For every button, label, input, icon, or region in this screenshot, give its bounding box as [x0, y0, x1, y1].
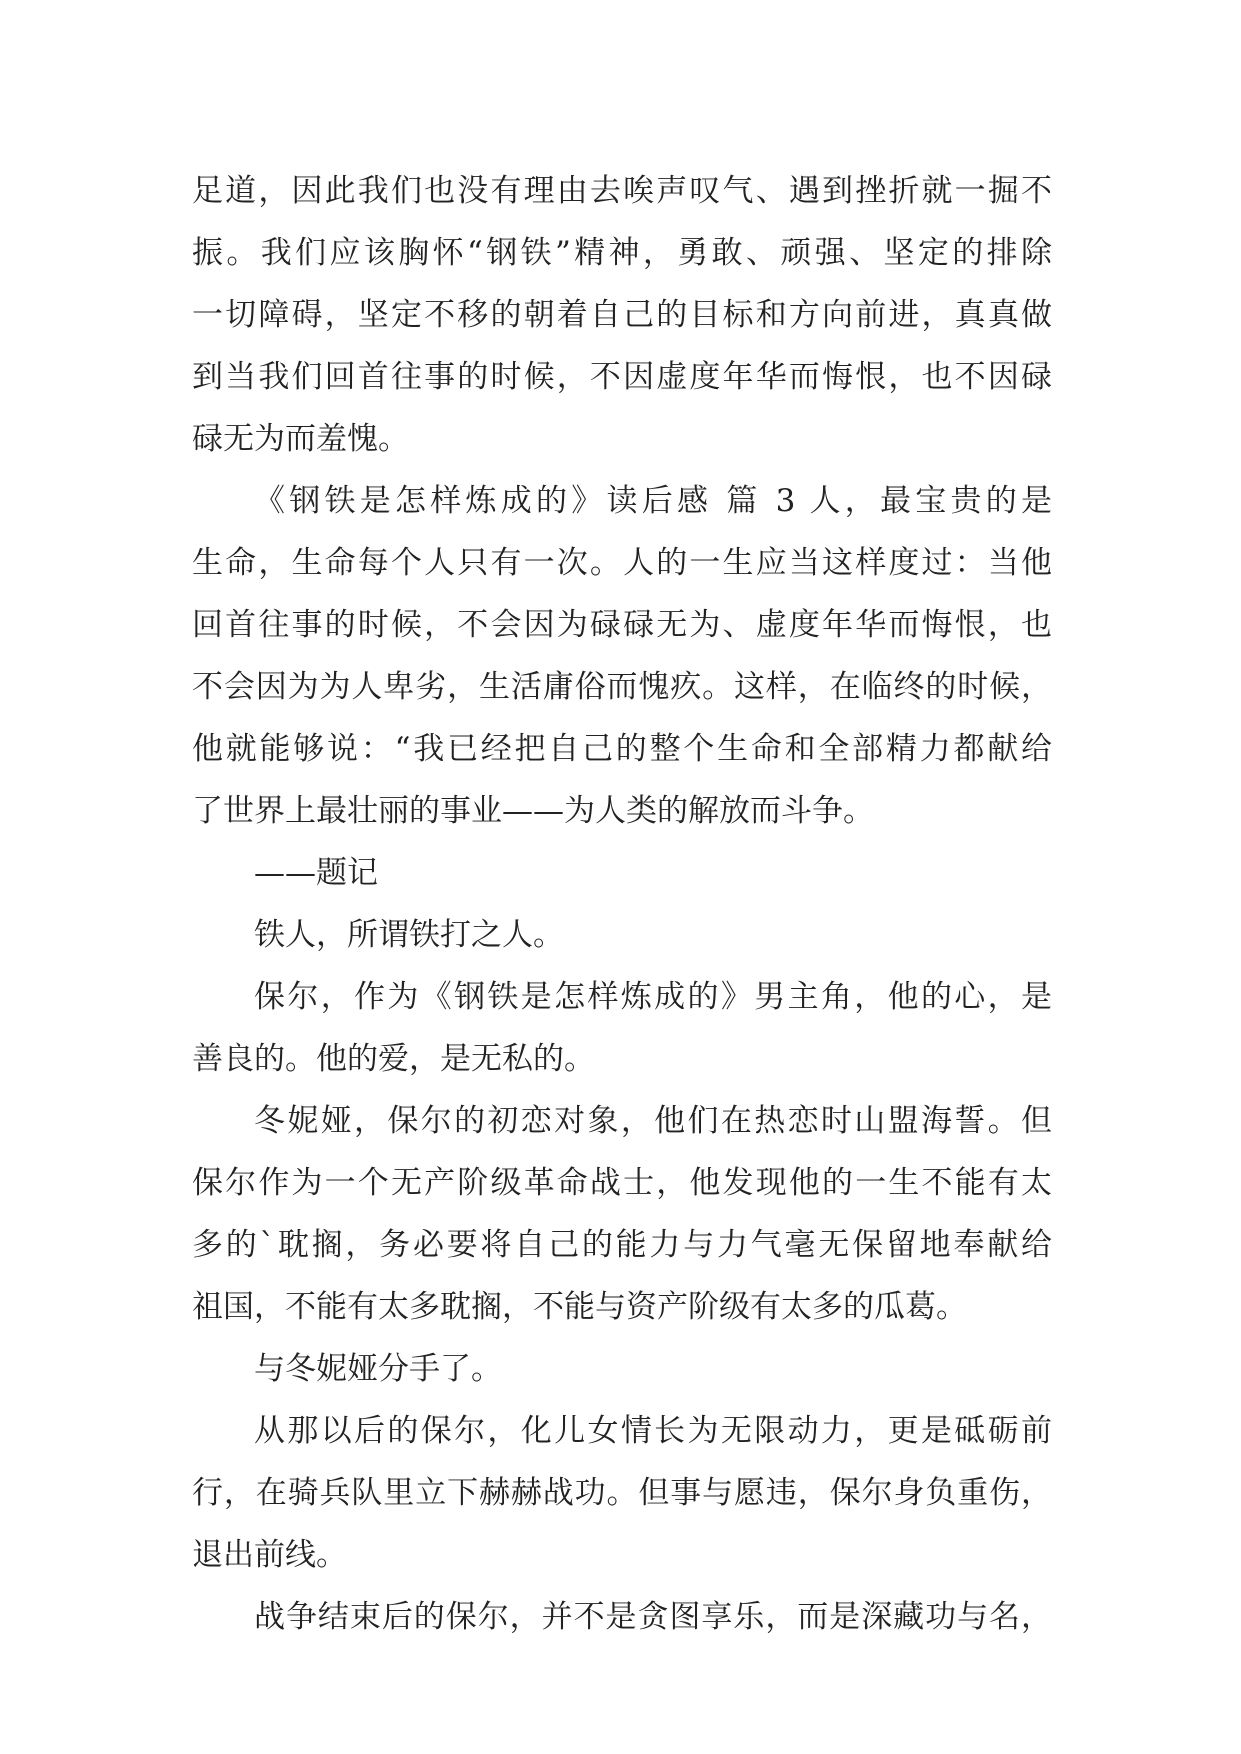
section-heading-line: 《钢铁是怎样炼成的》读后感 篇 3 人，最宝贵的是	[254, 483, 1052, 519]
text-line: 保尔作为一个无产阶级革命战士，他发现他的一生不能有太	[192, 1165, 1052, 1201]
text-line: 碌无为而羞愧。	[192, 421, 409, 457]
text-line: 到当我们回首往事的时候，不因虚度年华而悔恨，也不因碌	[192, 359, 1052, 395]
epigraph-attribution: ——题记	[254, 855, 378, 891]
text-line: 战争结束后的保尔，并不是贪图享乐，而是深藏功与名，	[254, 1599, 1052, 1635]
text-line: 与冬妮娅分手了。	[254, 1351, 502, 1387]
text-line: 生命，生命每个人只有一次。人的一生应当这样度过：当他	[192, 545, 1052, 581]
text-line: 从那以后的保尔，化儿女情长为无限动力，更是砥砺前	[254, 1413, 1052, 1449]
text-line: 退出前线。	[192, 1537, 347, 1573]
text-line: 善良的。他的爱，是无私的。	[192, 1041, 595, 1077]
text-line: 一切障碍，坚定不移的朝着自己的目标和方向前进，真真做	[192, 297, 1052, 333]
text-line: 冬妮娅，保尔的初恋对象，他们在热恋时山盟海誓。但	[254, 1103, 1052, 1139]
text-line: 他就能够说：“我已经把自己的整个生命和全部精力都献给	[192, 731, 1052, 767]
text-line: 了世界上最壮丽的事业——为人类的解放而斗争。	[192, 793, 874, 829]
text-line: 足道，因此我们也没有理由去唉声叹气、遇到挫折就一掘不	[192, 173, 1052, 209]
text-line: 保尔，作为《钢铁是怎样炼成的》男主角，他的心，是	[254, 979, 1052, 1015]
text-line: 祖国，不能有太多耽搁，不能与资产阶级有太多的瓜葛。	[192, 1289, 967, 1325]
text-line: 行，在骑兵队里立下赫赫战功。但事与愿违，保尔身负重伤，	[192, 1475, 1052, 1511]
body-text	[192, 160, 1052, 1648]
text-line: 回首往事的时候，不会因为碌碌无为、虚度年华而悔恨，也	[192, 607, 1052, 643]
text-line: 多的`耽搁，务必要将自己的能力与力气毫无保留地奉献给	[192, 1227, 1052, 1263]
text-line: 振。我们应该胸怀“钢铁”精神，勇敢、顽强、坚定的排除	[192, 235, 1052, 271]
text-line: 铁人，所谓铁打之人。	[254, 917, 564, 953]
text-line: 不会因为为人卑劣，生活庸俗而愧疚。这样，在临终的时候，	[192, 669, 1052, 705]
